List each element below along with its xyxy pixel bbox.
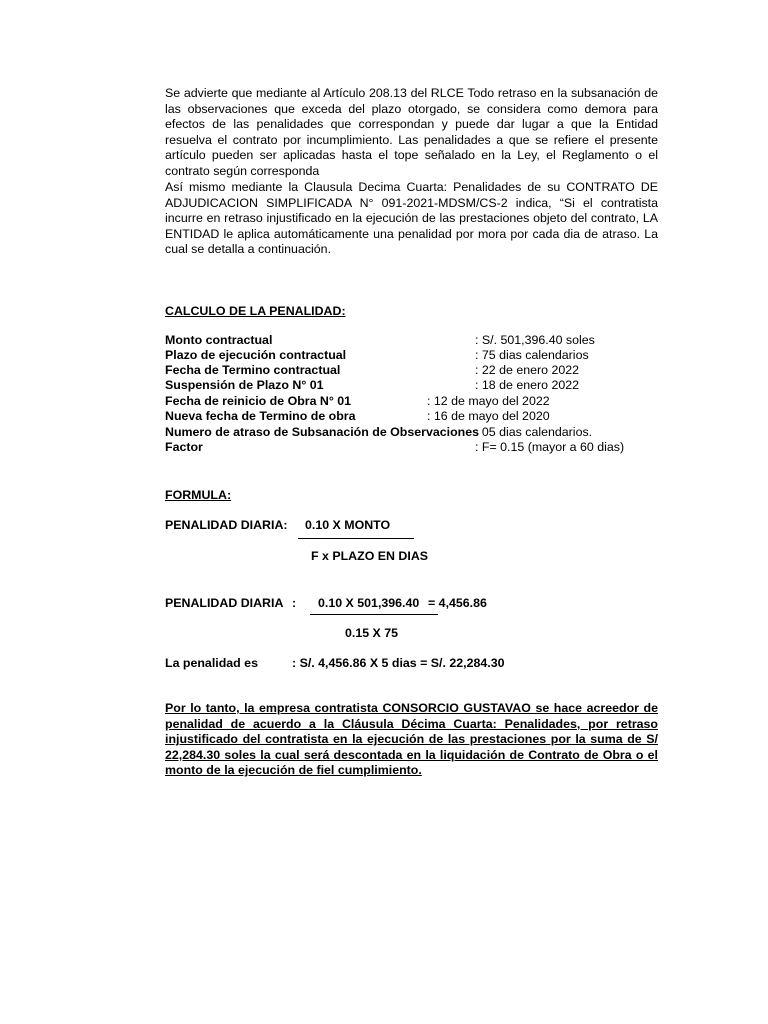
calc-heading: CALCULO DE LA PENALIDAD:: [165, 304, 346, 318]
calculation-numerator: 0.10 X 501,396.40: [318, 596, 420, 610]
row-label: Plazo de ejecución contractual: [165, 348, 347, 362]
paragraph-rlce: Se advierte que mediante al Artículo 208.13 del RLCE Todo retraso en la subsanación de las observaciones que exceda del plazo otorgado, se considera como demora para efectos de las penalidades que correspondan y puede dar lugar a que la Entidad resuelva el contrato por incumplimiento. Las penalidades a que se refiere el presente artículo pueden ser aplicadas hasta el tope señalado en la Ley, el Reglamento o el contrato según corresponda: [165, 86, 658, 178]
conclusion-paragraph: Por lo tanto, la empresa contratista CONSORCIO GUSTAVAO se hace acreedor de penalidad de acuerdo a la Cláusula Décima Cuarta: Penalidades, por retraso injustificado del contratista en la ejecución de las prestaciones por la suma de S/ 22,284.30 soles la cual será descontada en la liquidación de Contrato de Obra o el monto de la ejecución de fiel cumplimiento.: [165, 701, 658, 778]
penalty-value: : S/. 4,456.86 X 5 dias = S/. 22,284.30: [292, 656, 505, 670]
formula-numerator: 0.10 X MONTO: [305, 518, 391, 532]
fraction-line: [298, 538, 414, 539]
calculation-denominator: 0.15 X 75: [345, 626, 399, 640]
row-value: : 22 de enero 2022: [475, 363, 580, 377]
row-label: Factor: [165, 440, 203, 454]
fraction-line: [310, 614, 438, 615]
calculation-colon: :: [292, 596, 297, 610]
calculation-label: PENALIDAD DIARIA: [165, 596, 284, 610]
row-label: Nueva fecha de Termino de obra: [165, 409, 356, 423]
row-label: Monto contractual: [165, 333, 273, 347]
calculation-result: = 4,456.86: [428, 596, 487, 610]
row-value: : F= 0.15 (mayor a 60 dias): [475, 440, 625, 454]
row-value: : 75 dias calendarios: [475, 348, 589, 362]
paragraph-clausula: Así mismo mediante la Clausula Decima Cuarta: Penalidades de su CONTRATO DE ADJUDICACION SIMPLIFICADA N° 091-2021-MDSM/CS-2 indica, “Si el contratista incurre en retraso injustificado en la ejecución de las prestaciones objeto del contrato, LA ENTIDAD le aplica automáticamente una penalidad por mora por cada dia de atraso. La cual se detalla a continuación.: [165, 180, 658, 257]
row-label: Fecha de Termino contractual: [165, 363, 341, 377]
row-value: : 05 dias calendarios.: [475, 425, 593, 439]
row-value: : 12 de mayo del 2022: [427, 394, 550, 408]
row-value: : 16 de mayo del 2020: [427, 409, 550, 423]
formula-label: PENALIDAD DIARIA:: [165, 518, 288, 532]
row-label: Suspensión de Plazo N° 01: [165, 378, 324, 392]
formula-heading: FORMULA:: [165, 488, 232, 502]
penalty-label: La penalidad es: [165, 656, 258, 670]
row-label: Fecha de reinicio de Obra N° 01: [165, 394, 352, 408]
row-value: : S/. 501,396.40 soles: [475, 333, 595, 347]
row-label: Numero de atraso de Subsanación de Observaciones: [165, 425, 480, 439]
formula-denominator: F x PLAZO EN DIAS: [311, 549, 429, 563]
row-value: : 18 de enero 2022: [475, 378, 580, 392]
